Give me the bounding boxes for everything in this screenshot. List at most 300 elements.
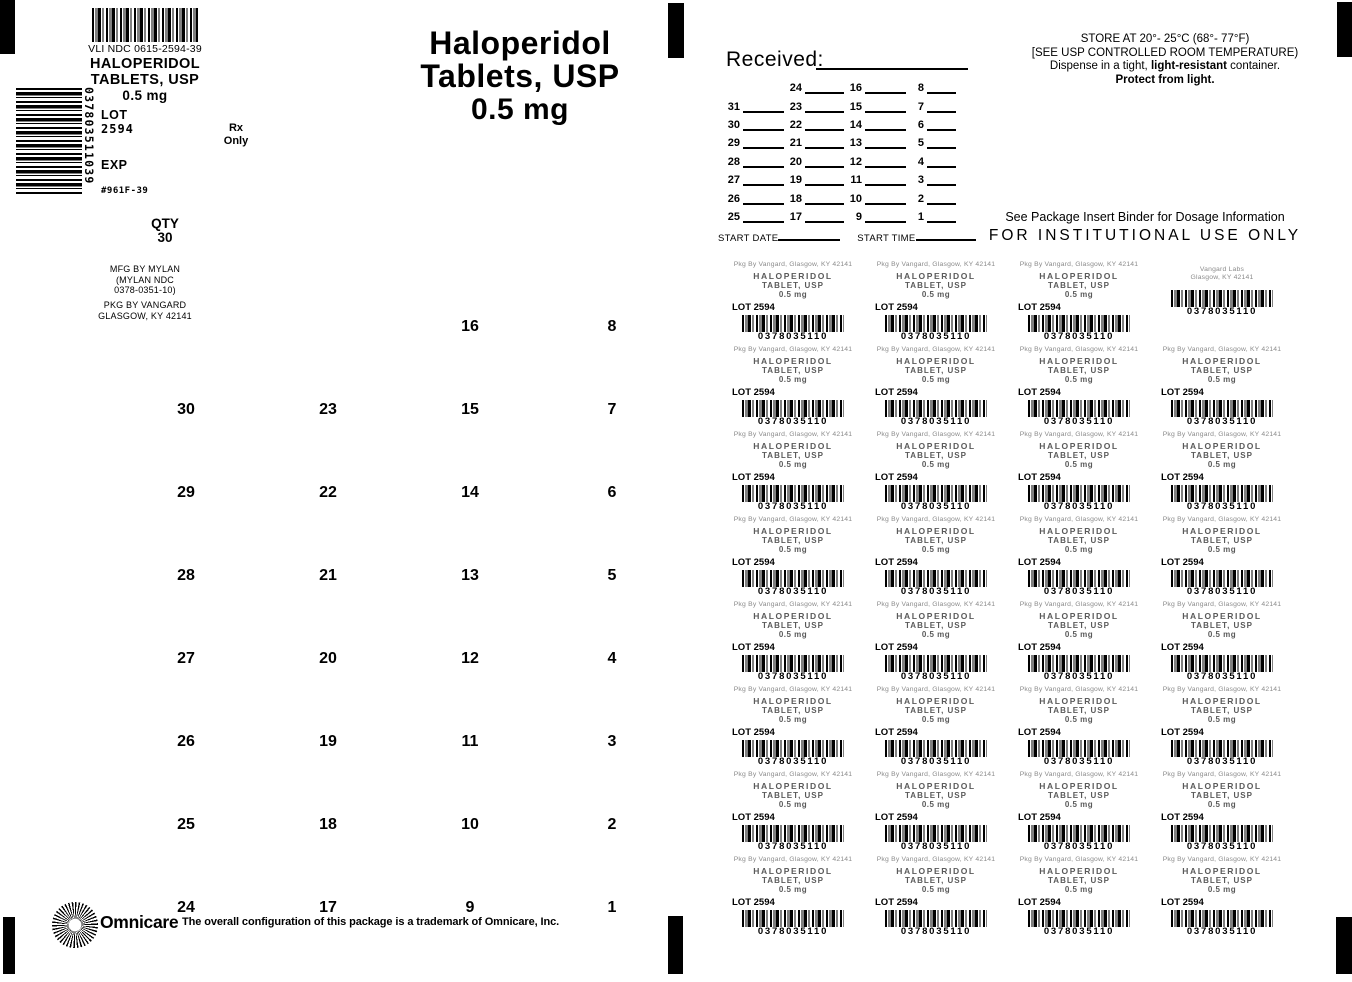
calendar-day-number: 5 <box>917 137 924 150</box>
start-time-line <box>916 230 976 241</box>
unit-label-strength: 0.5 mg <box>921 290 951 299</box>
calendar-cell <box>784 189 844 207</box>
unit-dose-label <box>866 853 1006 938</box>
calendar-day-line <box>743 174 784 186</box>
dose-number: 7 <box>607 401 617 418</box>
dose-number: 24 <box>177 899 195 916</box>
dose-number: 20 <box>319 650 337 667</box>
unit-label-lot: LOT 2594 <box>1018 641 1061 653</box>
unit-label-packager-line: Pkg By Vangard, Glasgow, KY 42141 <box>1162 346 1282 353</box>
unit-label-lot: LOT 2594 <box>1018 301 1061 313</box>
unit-label-barcode <box>885 910 987 927</box>
calendar-cell <box>784 153 844 171</box>
calendar-cell <box>906 97 956 115</box>
unit-label-packager-line: Pkg By Vangard, Glasgow, KY 42141 <box>876 261 996 268</box>
unit-label-barcode <box>742 740 844 757</box>
calendar-day-line <box>743 211 784 223</box>
calendar-day-number: 27 <box>727 174 740 187</box>
ndc-number-line: VLI NDC 0615-2594-39 <box>88 43 202 55</box>
unit-label-lot: LOT 2594 <box>1161 811 1204 823</box>
vangard-labs-label <box>1152 258 1292 343</box>
unit-label-lot: LOT 2594 <box>1018 726 1061 738</box>
calendar-day-line <box>927 101 956 113</box>
unit-dose-label <box>1009 258 1149 343</box>
unit-label-barcode-number: 0378035110 <box>1186 755 1258 767</box>
unit-label-dose-form: TABLET, USP <box>1048 790 1110 800</box>
storage-line2: [SEE USP CONTROLLED ROOM TEMPERATURE) <box>1031 46 1299 59</box>
registration-mark-top-right <box>1337 2 1352 57</box>
unit-label-packager-line: Pkg By Vangard, Glasgow, KY 42141 <box>733 601 853 608</box>
unit-label-packager-line: Pkg By Vangard, Glasgow, KY 42141 <box>876 856 996 863</box>
registration-mark-top-left <box>0 0 15 54</box>
unit-label-packager-line: Pkg By Vangard, Glasgow, KY 42141 <box>876 346 996 353</box>
calendar-day-number: 26 <box>727 192 740 205</box>
dose-number: 23 <box>319 401 337 418</box>
unit-label-strength: 0.5 mg <box>1064 630 1094 639</box>
dose-number: 9 <box>465 899 475 916</box>
unit-dose-label <box>1009 343 1149 428</box>
unit-label-strength: 0.5 mg <box>778 545 808 554</box>
unit-label-dose-form: TABLET, USP <box>905 535 967 545</box>
unit-label-strength: 0.5 mg <box>1064 460 1094 469</box>
unit-label-drug-name: HALOPERIDOL <box>1039 610 1119 621</box>
unit-label-barcode <box>1171 740 1273 757</box>
unit-label-packager-line: Pkg By Vangard, Glasgow, KY 42141 <box>1162 516 1282 523</box>
calendar-day-line <box>743 192 784 204</box>
unit-label-lot: LOT 2594 <box>732 896 775 908</box>
start-date-time-row <box>718 228 968 246</box>
unit-label-strength: 0.5 mg <box>1207 460 1237 469</box>
calendar-day-line <box>865 82 906 94</box>
drug-strength: 0.5 mg <box>122 88 168 103</box>
unit-label-barcode-number: 0378035110 <box>900 330 972 342</box>
unit-dose-label <box>1009 598 1149 683</box>
unit-label-barcode <box>1028 400 1130 417</box>
unit-label-drug-name: HALOPERIDOL <box>896 270 976 281</box>
unit-label-strength: 0.5 mg <box>921 460 951 469</box>
storage-instructions <box>1000 33 1330 87</box>
unit-label-strength: 0.5 mg <box>1207 885 1237 894</box>
dose-number: 14 <box>461 484 479 501</box>
dose-number: 13 <box>461 567 479 584</box>
unit-label-barcode-number: 0378035110 <box>900 925 972 937</box>
unit-label-strength: 0.5 mg <box>1064 375 1094 384</box>
calendar-cell <box>906 208 956 226</box>
calendar-day-number: 3 <box>917 174 924 187</box>
calendar-day-line <box>865 174 906 186</box>
calendar-day-line <box>865 156 906 168</box>
calendar-cell <box>906 171 956 189</box>
storage-line4: Protect from light. <box>1115 73 1215 86</box>
unit-label-strength: 0.5 mg <box>921 885 951 894</box>
calendar-day-number: 9 <box>855 210 862 223</box>
drug-name-line2: TABLETS, USP <box>90 72 200 88</box>
unit-label-packager-line: Pkg By Vangard, Glasgow, KY 42141 <box>1019 261 1139 268</box>
unit-dose-label <box>1009 428 1149 513</box>
dose-number: 5 <box>607 567 617 584</box>
unit-label-barcode <box>1171 485 1273 502</box>
calendar-day-number: 22 <box>789 118 802 131</box>
unit-label-barcode-number: 0378035110 <box>1186 415 1258 427</box>
unit-label-drug-name: HALOPERIDOL <box>1039 270 1119 281</box>
calendar-day-line <box>927 82 956 94</box>
unit-label-barcode <box>1028 570 1130 587</box>
unit-label-lot: LOT 2594 <box>1161 641 1204 653</box>
unit-label-dose-form: TABLET, USP <box>905 620 967 630</box>
registration-mark-top-center <box>668 3 684 58</box>
unit-label-dose-form: TABLET, USP <box>1048 365 1110 375</box>
received-label: Received: <box>726 48 824 71</box>
dose-number: 10 <box>461 816 479 833</box>
unit-label-dose-form: TABLET, USP <box>762 790 824 800</box>
unit-label-drug-name: HALOPERIDOL <box>753 780 833 791</box>
unit-label-barcode-number: 0378035110 <box>757 755 829 767</box>
start-date-line <box>778 230 840 241</box>
calendar-day-number: 14 <box>849 118 862 131</box>
unit-label-barcode <box>1028 825 1130 842</box>
dose-number-grid <box>115 318 683 982</box>
pkg-line1: PKG BY VANGARD <box>103 300 187 310</box>
unit-label-drug-name: HALOPERIDOL <box>896 865 976 876</box>
unit-label-lot: LOT 2594 <box>1018 386 1061 398</box>
unit-label-barcode-number: 0378035110 <box>1043 925 1115 937</box>
unit-label-barcode <box>1028 740 1130 757</box>
unit-label-lot: LOT 2594 <box>732 471 775 483</box>
unit-label-drug-name: HALOPERIDOL <box>1182 780 1262 791</box>
unit-label-lot: LOT 2594 <box>875 896 918 908</box>
unit-label-packager-line: Pkg By Vangard, Glasgow, KY 42141 <box>1019 601 1139 608</box>
unit-dose-label <box>866 598 1006 683</box>
unit-label-barcode-number: 0378035110 <box>757 840 829 852</box>
calendar-day-number: 21 <box>789 137 802 150</box>
unit-label-lot: LOT 2594 <box>1161 386 1204 398</box>
calendar-day-number: 28 <box>727 155 740 168</box>
unit-label-barcode-number: 0378035110 <box>1043 330 1115 342</box>
unit-dose-label <box>866 768 1006 853</box>
calendar-day-number: 8 <box>917 82 924 95</box>
unit-label-barcode-number: 0378035110 <box>757 670 829 682</box>
unit-label-strength: 0.5 mg <box>1064 290 1094 299</box>
calendar-day-line <box>865 119 906 131</box>
unit-label-barcode-number: 0378035110 <box>757 925 829 937</box>
unit-label-drug-name: HALOPERIDOL <box>1039 525 1119 536</box>
calendar-cell <box>844 134 906 152</box>
calendar-day-number: 20 <box>789 155 802 168</box>
unit-label-dose-form: TABLET, USP <box>1191 790 1253 800</box>
calendar-cell <box>718 79 784 97</box>
unit-label-packager-line: Pkg By Vangard, Glasgow, KY 42141 <box>733 346 853 353</box>
main-title <box>385 27 655 126</box>
unit-label-strength: 0.5 mg <box>921 375 951 384</box>
unit-label-lot: LOT 2594 <box>875 811 918 823</box>
dosage-information-note: See Package Insert Binder for Dosage Information <box>1005 210 1285 224</box>
unit-label-lot: LOT 2594 <box>1161 556 1204 568</box>
calendar-day-line <box>927 192 956 204</box>
unit-label-drug-name: HALOPERIDOL <box>1039 355 1119 366</box>
calendar-day-line <box>927 174 956 186</box>
main-title-line1: Haloperidol <box>429 25 611 61</box>
unit-label-dose-form: TABLET, USP <box>1191 450 1253 460</box>
unit-label-packager-line: Pkg By Vangard, Glasgow, KY 42141 <box>876 771 996 778</box>
calendar-day-number: 16 <box>849 82 862 95</box>
unit-label-drug-name: HALOPERIDOL <box>896 610 976 621</box>
unit-label-packager-line: Pkg By Vangard, Glasgow, KY 42141 <box>1162 601 1282 608</box>
unit-label-barcode <box>1171 400 1273 417</box>
unit-label-barcode-number: 0378035110 <box>757 330 829 342</box>
calendar-day-line <box>927 211 956 223</box>
storage-line3-bold: light-resistant <box>1150 60 1227 72</box>
unit-label-strength: 0.5 mg <box>1207 545 1237 554</box>
unit-label-packager-line: Pkg By Vangard, Glasgow, KY 42141 <box>876 686 996 693</box>
unit-label-lot: LOT 2594 <box>875 386 918 398</box>
unit-dose-label <box>723 853 863 938</box>
unit-label-dose-form: TABLET, USP <box>1048 620 1110 630</box>
unit-label-barcode-number: 0378035110 <box>1186 925 1258 937</box>
dose-number: 27 <box>177 650 195 667</box>
registration-mark-bottom-right <box>1336 917 1352 974</box>
unit-label-lot: LOT 2594 <box>1161 726 1204 738</box>
calendar-day-number: 2 <box>917 192 924 205</box>
unit-label-strength: 0.5 mg <box>1064 545 1094 554</box>
ndc-barcode <box>92 8 198 42</box>
calendar-cell <box>718 134 784 152</box>
unit-dose-label <box>1152 428 1292 513</box>
unit-label-dose-form: TABLET, USP <box>1191 875 1253 885</box>
dose-number: 3 <box>607 733 617 750</box>
unit-label-dose-form: TABLET, USP <box>1048 280 1110 290</box>
calendar-day-number: 23 <box>789 100 802 113</box>
unit-label-strength: 0.5 mg <box>921 630 951 639</box>
dose-number: 11 <box>461 733 479 750</box>
unit-label-strength: 0.5 mg <box>778 375 808 384</box>
unit-label-packager-line: Pkg By Vangard, Glasgow, KY 42141 <box>1019 516 1139 523</box>
unit-label-barcode <box>885 315 987 332</box>
unit-label-dose-form: TABLET, USP <box>905 790 967 800</box>
unit-label-dose-form: TABLET, USP <box>905 365 967 375</box>
calendar-cell <box>784 208 844 226</box>
calendar-day-line <box>743 137 784 149</box>
unit-label-barcode-number: 0378035110 <box>1186 500 1258 512</box>
calendar-cell <box>906 79 956 97</box>
unit-label-lot: LOT 2594 <box>875 556 918 568</box>
calendar-day-number: 11 <box>850 174 862 187</box>
unit-label-drug-name: HALOPERIDOL <box>753 610 833 621</box>
unit-label-packager-line: Pkg By Vangard, Glasgow, KY 42141 <box>1162 771 1282 778</box>
calendar-cell <box>906 134 956 152</box>
omnicare-wordmark: Omnicare <box>100 912 179 932</box>
unit-label-barcode-number: 0378035110 <box>900 585 972 597</box>
quantity-block <box>130 217 200 245</box>
unit-label-barcode <box>742 400 844 417</box>
unit-dose-label <box>866 258 1006 343</box>
unit-dose-label <box>1009 768 1149 853</box>
qty-value: 30 <box>157 230 173 245</box>
calendar-day-number: 19 <box>789 174 802 187</box>
calendar-cell <box>784 171 844 189</box>
unit-label-strength: 0.5 mg <box>1207 630 1237 639</box>
unit-label-dose-form: TABLET, USP <box>1048 535 1110 545</box>
dose-number: 22 <box>319 484 337 501</box>
rotated-ndc-barcode <box>16 88 82 196</box>
calendar-cell <box>844 79 906 97</box>
calendar-day-line <box>865 211 906 223</box>
dose-number: 8 <box>607 318 617 335</box>
unit-label-packager-line: Pkg By Vangard, Glasgow, KY 42141 <box>733 431 853 438</box>
calendar-cell <box>844 97 906 115</box>
calendar-day-number: 31 <box>727 100 740 113</box>
unit-label-dose-form: TABLET, USP <box>1191 620 1253 630</box>
unit-label-strength: 0.5 mg <box>778 630 808 639</box>
calendar-day-line <box>927 156 956 168</box>
calendar-day-number: 4 <box>917 155 924 168</box>
unit-label-barcode <box>742 485 844 502</box>
unit-label-drug-name: HALOPERIDOL <box>896 525 976 536</box>
unit-label-drug-name: HALOPERIDOL <box>896 695 976 706</box>
unit-label-dose-form: TABLET, USP <box>1048 875 1110 885</box>
unit-label-dose-form: TABLET, USP <box>905 705 967 715</box>
vangard-labs-barcode <box>1171 290 1273 307</box>
unit-label-strength: 0.5 mg <box>778 460 808 469</box>
unit-dose-label <box>723 598 863 683</box>
unit-label-lot: LOT 2594 <box>1018 471 1061 483</box>
unit-label-drug-name: HALOPERIDOL <box>1182 695 1262 706</box>
unit-label-barcode <box>1171 910 1273 927</box>
unit-label-dose-form: TABLET, USP <box>762 450 824 460</box>
unit-label-dose-form: TABLET, USP <box>762 705 824 715</box>
unit-label-barcode-number: 0378035110 <box>1043 585 1115 597</box>
dose-number: 6 <box>607 484 617 501</box>
unit-label-strength: 0.5 mg <box>1207 800 1237 809</box>
unit-label-drug-name: HALOPERIDOL <box>1039 780 1119 791</box>
qty-label: QTY <box>151 216 179 231</box>
calendar-cell <box>844 116 906 134</box>
unit-dose-label <box>866 513 1006 598</box>
unit-label-drug-name: HALOPERIDOL <box>753 695 833 706</box>
unit-label-barcode-number: 0378035110 <box>1043 755 1115 767</box>
unit-dose-label <box>1152 598 1292 683</box>
calendar-cell <box>718 189 784 207</box>
calendar-day-line <box>927 137 956 149</box>
calendar-day-line <box>805 101 844 113</box>
unit-label-dose-form: TABLET, USP <box>762 620 824 630</box>
unit-label-strength: 0.5 mg <box>1064 715 1094 724</box>
unit-label-packager-line: Pkg By Vangard, Glasgow, KY 42141 <box>733 516 853 523</box>
calendar-cell <box>906 189 956 207</box>
dose-number: 29 <box>177 484 195 501</box>
calendar-cell <box>718 171 784 189</box>
calendar-day-line <box>743 101 784 113</box>
unit-label-barcode <box>1028 655 1130 672</box>
calendar-day-number: 18 <box>789 192 802 205</box>
unit-dose-label <box>723 428 863 513</box>
unit-label-strength: 0.5 mg <box>921 715 951 724</box>
unit-label-barcode <box>742 655 844 672</box>
calendar-day-number: 12 <box>849 155 862 168</box>
dose-number: 28 <box>177 567 195 584</box>
calendar-day-line <box>805 156 844 168</box>
lot-label: LOT <box>101 108 128 122</box>
mfg-line2: (MYLAN NDC <box>115 274 174 285</box>
pkg-line2: GLASGOW, KY 42141 <box>98 310 192 321</box>
calendar-day-line <box>805 192 844 204</box>
calendar-cell <box>718 208 784 226</box>
calendar-day-number: 1 <box>917 210 924 223</box>
unit-label-lot: LOT 2594 <box>1161 896 1204 908</box>
calendar-day-number: 24 <box>789 82 802 95</box>
rx-line1: Rx <box>228 122 244 134</box>
unit-label-packager-line: Pkg By Vangard, Glasgow, KY 42141 <box>733 771 853 778</box>
dose-number: 30 <box>177 401 195 418</box>
unit-label-lot: LOT 2594 <box>1018 556 1061 568</box>
unit-label-lot: LOT 2594 <box>875 301 918 313</box>
calendar-day-line <box>865 101 906 113</box>
unit-dose-label <box>723 513 863 598</box>
unit-label-lot: LOT 2594 <box>732 811 775 823</box>
calendar-day-number: 15 <box>849 100 862 113</box>
calendar-day-line <box>865 137 906 149</box>
unit-label-drug-name: HALOPERIDOL <box>896 780 976 791</box>
unit-label-strength: 0.5 mg <box>921 800 951 809</box>
unit-label-barcode <box>885 825 987 842</box>
calendar-cell <box>906 153 956 171</box>
unit-label-strength: 0.5 mg <box>1064 800 1094 809</box>
calendar-day-line <box>805 174 844 186</box>
unit-label-strength: 0.5 mg <box>921 545 951 554</box>
calendar-day-line <box>805 82 844 94</box>
main-title-line2: Tablets, USP <box>420 58 620 94</box>
unit-label-barcode <box>885 655 987 672</box>
calendar-cell <box>718 153 784 171</box>
calendar-cell <box>718 97 784 115</box>
dose-number <box>257 318 399 401</box>
unit-label-packager-line: Pkg By Vangard, Glasgow, KY 42141 <box>876 601 996 608</box>
unit-label-drug-name: HALOPERIDOL <box>1039 865 1119 876</box>
calendar-day-number: 6 <box>917 118 924 131</box>
calendar-day-line <box>927 119 956 131</box>
unit-label-packager-line: Pkg By Vangard, Glasgow, KY 42141 <box>1162 856 1282 863</box>
received-write-line <box>816 49 968 70</box>
unit-label-drug-name: HALOPERIDOL <box>753 270 833 281</box>
calendar-cell <box>784 116 844 134</box>
dose-number: 19 <box>319 733 337 750</box>
dose-number: 18 <box>319 816 337 833</box>
unit-label-dose-form: TABLET, USP <box>1191 535 1253 545</box>
calendar-day-number: 10 <box>849 192 862 205</box>
calendar-cell <box>718 116 784 134</box>
unit-dose-label <box>1152 683 1292 768</box>
unit-label-drug-name: HALOPERIDOL <box>1182 610 1262 621</box>
calendar-cell <box>844 189 906 207</box>
unit-label-drug-name: HALOPERIDOL <box>753 525 833 536</box>
unit-label-barcode <box>742 570 844 587</box>
unit-label-strength: 0.5 mg <box>778 800 808 809</box>
unit-label-dose-form: TABLET, USP <box>905 280 967 290</box>
unit-label-packager-line: Pkg By Vangard, Glasgow, KY 42141 <box>733 686 853 693</box>
unit-label-drug-name: HALOPERIDOL <box>896 440 976 451</box>
dose-number <box>115 318 257 401</box>
calendar-day-number: 30 <box>727 118 740 131</box>
unit-label-lot: LOT 2594 <box>875 641 918 653</box>
unit-label-barcode <box>1028 910 1130 927</box>
unit-label-packager-line: Pkg By Vangard, Glasgow, KY 42141 <box>733 261 853 268</box>
calendar-day-line <box>865 192 906 204</box>
unit-label-barcode-number: 0378035110 <box>900 500 972 512</box>
vangard-labs-line1: Vangard Labs <box>1199 266 1245 273</box>
calendar-day-line <box>805 119 844 131</box>
unit-label-barcode <box>742 315 844 332</box>
calendar-cell <box>784 97 844 115</box>
unit-label-barcode <box>1171 570 1273 587</box>
